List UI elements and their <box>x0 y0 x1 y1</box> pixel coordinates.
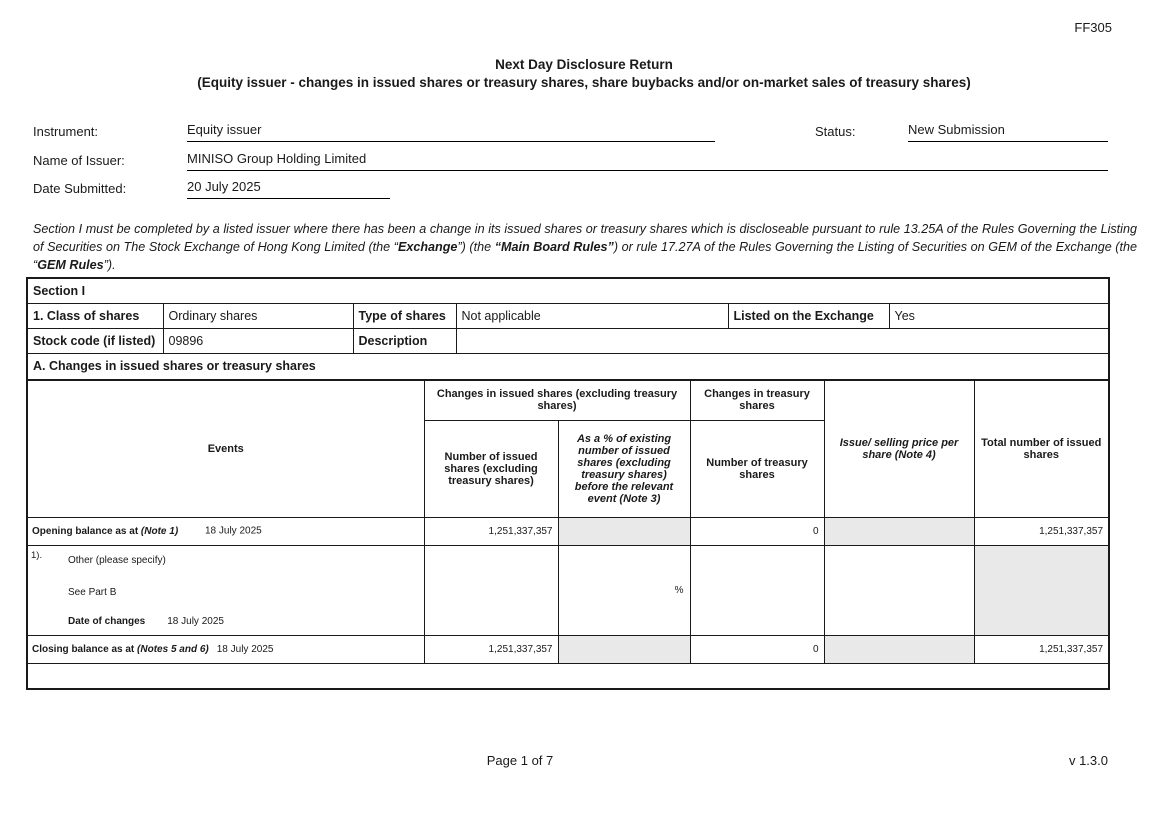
date-submitted-label: Date Submitted: <box>33 181 127 196</box>
closing-pct-cell <box>558 635 690 663</box>
event-issued-shares <box>424 545 558 635</box>
opening-balance-date: 18 July 2025 <box>205 525 262 537</box>
type-of-shares-label: Type of shares <box>353 303 456 328</box>
opening-balance-label-cell <box>27 517 424 545</box>
event-date-line <box>68 616 420 627</box>
closing-treasury-shares: 0 <box>690 635 824 663</box>
closing-balance-note: (Notes 5 and 6) <box>137 643 209 655</box>
class-of-shares-label: 1. Class of shares <box>27 303 163 328</box>
group-issued-header: Changes in issued shares (excluding treasury shares) <box>424 380 690 420</box>
opening-price-cell <box>824 517 974 545</box>
date-of-changes-label: Date of changes <box>68 616 146 627</box>
form-code: FF305 <box>1074 20 1112 35</box>
changes-table <box>26 379 1110 690</box>
section1-table <box>26 277 1110 381</box>
total-issued-header: Total number of issued shares <box>974 380 1109 517</box>
pct-existing-header: As a % of existing number of issued shares (excluding treasury shares) before the relevant event (Note 3) <box>558 420 690 517</box>
events-header: Events <box>27 380 424 517</box>
description-value <box>456 328 1109 353</box>
description-label: Description <box>353 328 456 353</box>
listed-on-exchange-label: Listed on the Exchange <box>728 303 889 328</box>
price-per-share-header: Issue/ selling price per share (Note 4) <box>824 380 974 517</box>
number-issued-header: Number of issued shares (excluding treasury shares) <box>424 420 558 517</box>
section1-header-row <box>27 278 1109 303</box>
event-total-cell <box>974 545 1109 635</box>
intro-bold-main-board-rules: “Main Board Rules” <box>494 239 614 254</box>
group-header-row <box>27 380 1109 420</box>
page-title: Next Day Disclosure Return <box>495 57 673 72</box>
intro-text: ”) (the <box>457 239 495 254</box>
opening-pct-cell <box>558 517 690 545</box>
section1-title: Section I <box>27 278 1109 303</box>
title-block <box>0 57 1168 90</box>
opening-balance-label: Opening balance as at <box>32 525 141 537</box>
issuer-label: Name of Issuer: <box>33 153 125 168</box>
event-pct-cell: % <box>558 545 690 635</box>
closing-issued-shares: 1,251,337,357 <box>424 635 558 663</box>
date-of-changes-value: 18 July 2025 <box>167 616 224 627</box>
issuer-value: MINISO Group Holding Limited <box>187 151 1108 171</box>
event-index: 1). <box>31 549 43 561</box>
closing-balance-label: Closing balance as at <box>32 643 138 655</box>
opening-total-shares: 1,251,337,357 <box>974 517 1109 545</box>
opening-treasury-shares: 0 <box>690 517 824 545</box>
status-label: Status: <box>815 124 856 139</box>
opening-balance-note: (Note 1) <box>140 525 179 537</box>
page-number: Page 1 of 7 <box>486 753 554 768</box>
event-row <box>27 545 1109 635</box>
intro-text: ”). <box>103 257 116 272</box>
closing-balance-date: 18 July 2025 <box>216 643 274 655</box>
part-a-title: A. Changes in issued shares or treasury shares <box>27 353 1109 380</box>
section1-intro-paragraph <box>33 221 1137 275</box>
empty-cell <box>27 663 1109 689</box>
section1-table-wrap <box>26 277 1110 381</box>
instrument-value: Equity issuer <box>187 122 715 142</box>
opening-balance-row <box>27 517 1109 545</box>
closing-total-shares: 1,251,337,357 <box>974 635 1109 663</box>
type-of-shares-value: Not applicable <box>456 303 728 328</box>
version-number: v 1.3.0 <box>1068 753 1108 768</box>
intro-text: Section I must be completed by a listed issuer where there has been a change in its issued shares or treasury shares which is discloseable pursuant to rule 13.25A of the Rules Governing the Listing of Securities on The Stock Exchange of Hong Kong Limited (the “ <box>33 222 1137 254</box>
instrument-label: Instrument: <box>33 124 99 139</box>
number-treasury-header: Number of treasury shares <box>690 420 824 517</box>
event-name: Other (please specify) <box>68 555 166 566</box>
empty-bottom-row <box>27 663 1109 689</box>
intro-text: ) or rule 17.27A of the Rules Governing the Listing of Securities on GEM of the Exchange (the “ <box>33 239 1137 272</box>
closing-balance-row <box>27 635 1109 663</box>
group-treasury-header: Changes in treasury shares <box>690 380 824 420</box>
class-of-shares-value: Ordinary shares <box>163 303 353 328</box>
class-of-shares-row <box>27 303 1109 328</box>
date-submitted-value: 20 July 2025 <box>187 179 390 199</box>
intro-bold-exchange: Exchange <box>397 239 458 254</box>
opening-issued-shares: 1,251,337,357 <box>424 517 558 545</box>
status-value: New Submission <box>908 122 1108 142</box>
event-detail-cell <box>27 545 424 635</box>
page-subtitle: (Equity issuer - changes in issued shares or treasury shares, share buybacks and/or on-market sales of treasury shares) <box>197 75 971 90</box>
part-a-title-row <box>27 353 1109 380</box>
stock-code-row <box>27 328 1109 353</box>
event-see-part-b: See Part B <box>68 587 117 598</box>
intro-bold-gem-rules: GEM Rules <box>37 257 104 272</box>
changes-table-wrap <box>26 379 1110 690</box>
closing-balance-label-cell <box>27 635 424 663</box>
event-treasury-shares <box>690 545 824 635</box>
listed-on-exchange-value: Yes <box>889 303 1109 328</box>
closing-price-cell <box>824 635 974 663</box>
stock-code-label: Stock code (if listed) <box>27 328 163 353</box>
event-price-cell <box>824 545 974 635</box>
stock-code-value: 09896 <box>163 328 353 353</box>
